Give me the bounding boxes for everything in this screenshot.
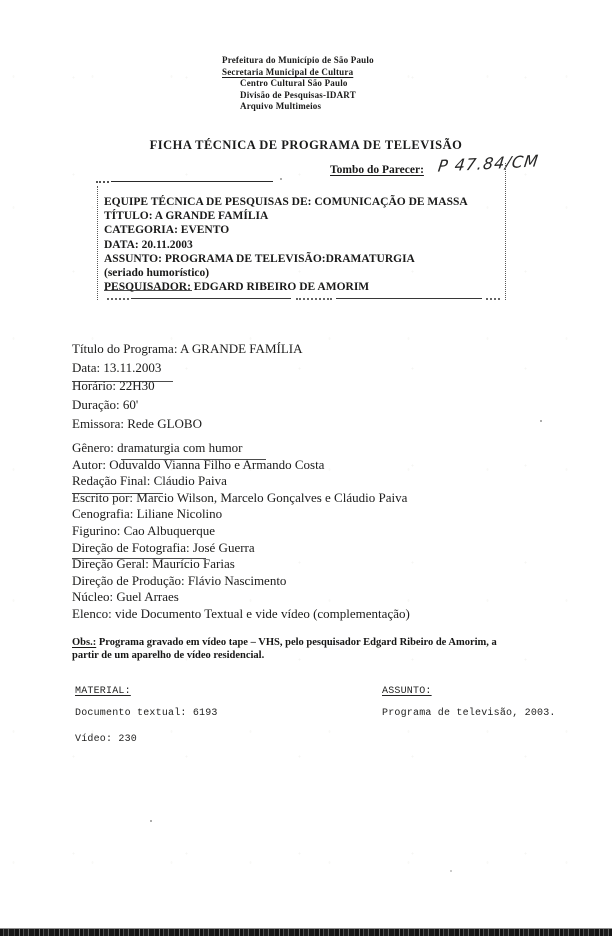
- letterhead-centro-cultural-line: Centro Cultural São Paulo: [240, 78, 348, 89]
- letterhead-arquivo-multimeios-line: Arquivo Multimeios: [240, 101, 322, 112]
- tombo-handwritten-value: P 47.84/CM: [436, 151, 541, 176]
- credit-redacao-line: Redação Final: Cláudio Paiva: [72, 473, 227, 489]
- credit-direcao-geral-line: Direção Geral: Maurício Farias: [72, 556, 235, 572]
- letterhead-prefeitura-line: Prefeitura do Município de São Paulo: [222, 55, 374, 65]
- box-assunto-line: ASSUNTO: PROGRAMA DE TELEVISÃO:DRAMATURGIA (seriado humorístico): [104, 252, 415, 280]
- box-bottom-dotted-segment: [486, 298, 500, 300]
- credit-cenografia-line: Cenografia: Liliane Nicolino: [72, 506, 223, 522]
- box-bottom-dash-right: [336, 298, 482, 299]
- credit-figurino-line: Figurino: Cao Albuquerque: [72, 522, 215, 538]
- blank-fill-line: [111, 168, 273, 182]
- credit-escrito-por-line: Escrito por: Marcio Wilson, Marcelo Gonçalves e Cláudio Paiva: [72, 489, 408, 505]
- obs-note: [72, 636, 520, 662]
- program-time-line: Horário: 22H30: [72, 378, 155, 394]
- program-title-line: Título do Programa: A GRANDE FAMÍLIA: [72, 341, 303, 356]
- scan-speck: [280, 178, 282, 180]
- credit-autor-line: Autor: Oduvaldo Vianna Filho e Armando Costa: [72, 456, 325, 472]
- credit-fotografia-line: Direção de Fotografia: José Guerra: [72, 539, 255, 555]
- credits-block: [72, 440, 410, 623]
- scan-speck: [450, 870, 452, 872]
- assunto-value: Programa de televisão, 2003.: [382, 708, 556, 719]
- underline-artifact-data: [72, 381, 173, 382]
- program-network-line: Emissora: Rede GLOBO: [72, 415, 202, 431]
- scan-speck: [150, 820, 152, 822]
- box-data-line: DATA: 20.11.2003: [104, 238, 193, 251]
- obs-text: Programa gravado em vídeo tape – VHS, pelo pesquisador Edgard Ribeiro de Amorim, a partir de um aparelho de vídeo residencial.: [72, 637, 497, 661]
- scan-speck: [540, 420, 542, 422]
- program-date-line: Data: 13.11.2003: [72, 359, 162, 375]
- underline-artifact-redacao: [72, 493, 163, 494]
- research-team-box: [97, 186, 501, 300]
- blank-line-lead-dots: [96, 168, 109, 183]
- box-bottom-dotted-segment: [107, 298, 129, 300]
- program-info-block: [72, 340, 303, 434]
- box-pesquisador-line: PESQUISADOR: EDGARD RIBEIRO DE AMORIM: [104, 281, 370, 294]
- research-box-right-border: [505, 163, 506, 300]
- letterhead-divisao-idart-line: Divisão de Pesquisas-IDART: [240, 89, 356, 100]
- material-video: Vídeo: 230: [75, 734, 138, 745]
- credit-producao-line: Direção de Produção: Flávio Nascimento: [72, 572, 287, 588]
- box-bottom-dotted-segment: [296, 298, 332, 300]
- credit-genero-line: Gênero: dramaturgia com humor: [72, 440, 243, 455]
- obs-label: Obs.:: [72, 637, 97, 648]
- credit-elenco-line: Elenco: vide Documento Textual e vide vídeo (complementação): [72, 605, 410, 621]
- letterhead: [222, 55, 374, 113]
- box-bottom-dash-left: [131, 298, 291, 299]
- underline-artifact-fotografia: [72, 558, 206, 559]
- document-title: FICHA TÉCNICA DE PROGRAMA DE TELEVISÃO: [149, 138, 463, 152]
- material-section-label: MATERIAL:: [75, 686, 131, 697]
- assunto-section-label: ASSUNTO:: [382, 686, 432, 697]
- box-categoria-line: CATEGORIA: EVENTO: [104, 224, 230, 237]
- box-titulo-line: TÍTULO: A GRANDE FAMÍLIA: [104, 210, 269, 223]
- tombo-label: Tombo do Parecer:: [330, 164, 424, 176]
- credit-nucleo-line: Núcleo: Guel Arraes: [72, 589, 179, 605]
- material-doc-textual: Documento textual: 6193: [75, 708, 218, 719]
- underline-artifact-genero: [121, 459, 266, 460]
- underline-artifact-pesquisador: [104, 290, 192, 291]
- program-duration-line: Duração: 60': [72, 397, 139, 413]
- box-equipe-tecnica-line: EQUIPE TÉCNICA DE PESQUISAS DE: COMUNICAÇÃO DE MASSA: [104, 196, 468, 208]
- letterhead-secretaria-line: Secretaria Municipal de Cultura: [222, 66, 354, 77]
- bottom-scan-artifact: [0, 928, 612, 936]
